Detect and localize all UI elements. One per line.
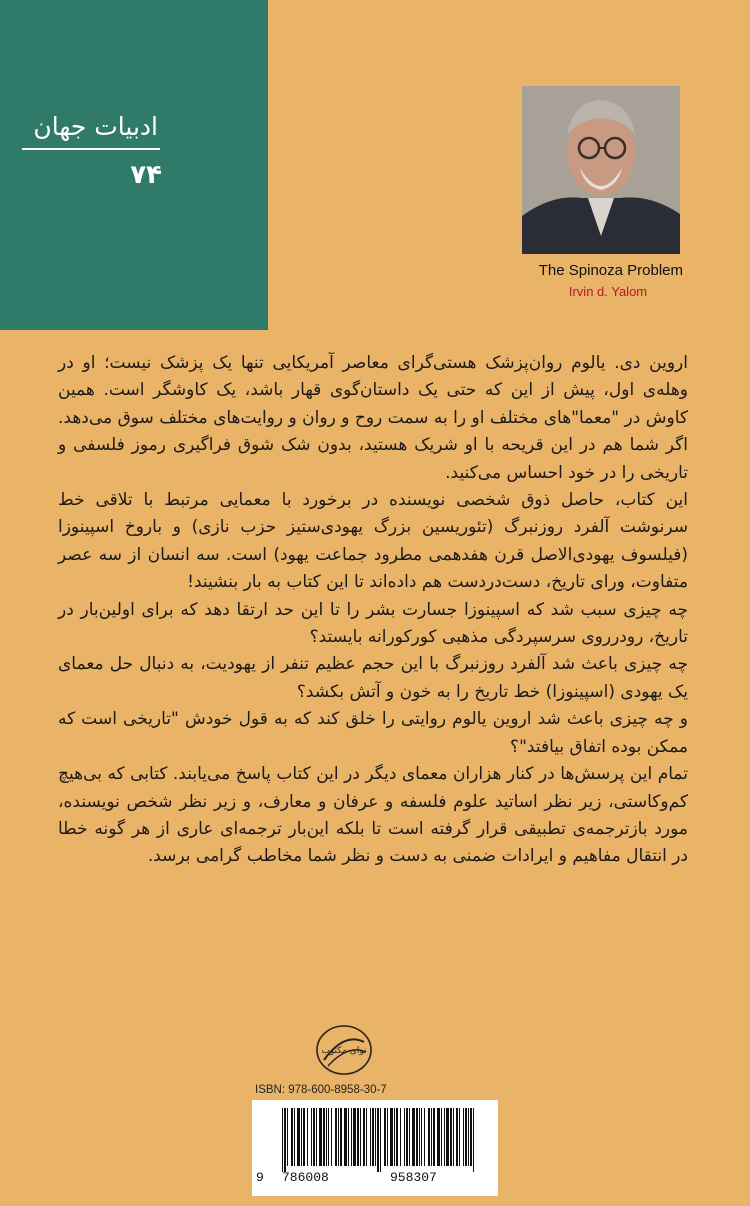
barcode-bar bbox=[366, 1108, 367, 1166]
barcode-bar bbox=[441, 1108, 442, 1166]
barcode-bar bbox=[363, 1108, 365, 1166]
barcode-bar bbox=[311, 1108, 312, 1166]
blurb-paragraph: اروین دی. یالوم روان‌پزشک هستی‌گرای معاصر آمریکایی تنها یک پزشک نیست؛ او در وهله‌ی اول، پیش از این که حتی یک داستان‌گوی قهار باشد، یک کاوشگر است. همین کاوش در "معما"های مختلف او را به سمت روح و روان و روایت‌های مختلف سوق می‌دهد. اگر شما هم در این قریحه با او شریک هستید، بدون شک شوق فراگیری رموز فلسفی و تاریخی را در خود احساس می‌کنید. bbox=[58, 353, 688, 483]
barcode-bar bbox=[357, 1108, 359, 1166]
series-divider bbox=[22, 148, 160, 150]
barcode-bar bbox=[394, 1108, 395, 1166]
barcode-bar bbox=[419, 1108, 420, 1166]
barcode-bar bbox=[372, 1108, 374, 1166]
barcode-bar bbox=[326, 1108, 327, 1166]
barcode-bar bbox=[313, 1108, 315, 1166]
back-cover-blurb bbox=[58, 350, 688, 871]
barcode-bar bbox=[284, 1108, 286, 1172]
barcode-bar bbox=[421, 1108, 422, 1166]
barcode-bar bbox=[297, 1108, 300, 1166]
barcode-bar bbox=[282, 1108, 283, 1172]
blurb-paragraph: تمام این پرسش‌ها در کنار هزاران معمای دیگر در این کتاب پاسخ می‌یابند. کتابی که بی‌هیچ کم‌وکاستی، زیر نظر اساتید علوم فلسفه و عرفان و معارف، و زیر نظر شخص نویسنده، مورد بازترجمه‌ی تطبیقی قرار گرفته است تا بلکه این‌بار ترجمه‌ای عاری از هر گونه خطا در انتقال مفاهیم و ایرادات ضمنی به دست و نظر شما مخاطب گرامی برسد. bbox=[58, 764, 688, 867]
barcode-bar bbox=[409, 1108, 410, 1166]
barcode-bar bbox=[335, 1108, 337, 1166]
book-title-english: The Spinoza Problem bbox=[538, 262, 683, 279]
barcode-bar bbox=[406, 1108, 408, 1166]
blurb-paragraph: این کتاب، حاصل ذوق شخصی نویسنده در برخورد با معمایی مرتبط با تلاقی خط سرنوشت آلفرد روزنبرگ (تئوریسین بزرگ یهودی‌ستیز حزب نازی) و باروخ اسپینوزا (فیلسوف یهودی‌الاصل قرن هفدهمی مطرود جماعت یهود) است. سه انسان از سه عصر متفاوت، ورای تاریخ، دست‌دردست هم داده‌اند تا این کتاب به بار بنشیند! bbox=[58, 490, 688, 593]
barcode-bar bbox=[470, 1108, 472, 1166]
barcode-bar bbox=[351, 1108, 352, 1166]
author-name-english: Irvin d. Yalom bbox=[568, 284, 648, 299]
barcode-left-group: 786008 bbox=[282, 1170, 329, 1185]
barcode-bar bbox=[412, 1108, 415, 1166]
barcode-bar bbox=[338, 1108, 339, 1166]
barcode-bar bbox=[437, 1108, 440, 1166]
series-box bbox=[0, 0, 268, 330]
barcode-bar bbox=[307, 1108, 308, 1166]
barcode-bar bbox=[444, 1108, 445, 1166]
barcode-bar bbox=[463, 1108, 464, 1166]
barcode-first-digit: 9 bbox=[256, 1170, 264, 1185]
isbn-label: ISBN: 978-600-8958-30-7 bbox=[255, 1084, 387, 1096]
barcode-bar bbox=[473, 1108, 474, 1172]
barcode-bar bbox=[450, 1108, 452, 1166]
barcode-bar bbox=[453, 1108, 454, 1166]
barcode-bar bbox=[360, 1108, 361, 1166]
barcode-bar bbox=[348, 1108, 349, 1166]
barcode-bar bbox=[301, 1108, 302, 1166]
barcode-bar bbox=[428, 1108, 430, 1166]
author-photo bbox=[522, 86, 680, 254]
barcode-bar bbox=[424, 1108, 425, 1166]
blurb-paragraph: و چه چیزی باعث شد اروین یالوم روایتی را خلق کند که به قول خودش "تاریخی است که ممکن بوده اتفاق بیافتد"؟ bbox=[58, 709, 688, 757]
barcode-bar bbox=[353, 1108, 356, 1166]
barcode-bar bbox=[316, 1108, 317, 1166]
barcode-bar bbox=[433, 1108, 435, 1166]
blurb-paragraph: چه چیزی سبب شد که اسپینوزا جسارت بشر را تا این حد ارتقا دهد که برای اولین‌بار در تاریخ، رودرروی سرسپردگی مذهبی کورکورانه بایستد؟ bbox=[58, 599, 688, 648]
series-number: ۷۴ bbox=[130, 160, 162, 190]
barcode-bar bbox=[431, 1108, 432, 1166]
barcode-bar bbox=[331, 1108, 332, 1166]
barcode-bar bbox=[446, 1108, 449, 1166]
barcode-bar bbox=[370, 1108, 371, 1166]
barcode-bar bbox=[319, 1108, 322, 1166]
barcode-bar bbox=[291, 1108, 293, 1166]
barcode-bar bbox=[404, 1108, 405, 1166]
barcode bbox=[252, 1100, 498, 1196]
barcode-bars-icon bbox=[264, 1108, 486, 1172]
barcode-bar bbox=[459, 1108, 460, 1166]
barcode-bar bbox=[294, 1108, 295, 1166]
blurb-paragraph: چه چیزی باعث شد آلفرد روزنبرگ با این حجم عظیم تنفر از یهودیت، به دنبال حل معمای یک یهودی (اسپینوزا) خط تاریخ را به خون و آتش بکشد؟ bbox=[58, 654, 688, 702]
publisher-logo bbox=[314, 1022, 374, 1078]
barcode-bar bbox=[390, 1108, 393, 1166]
barcode-bar bbox=[375, 1108, 376, 1166]
barcode-bar bbox=[384, 1108, 386, 1166]
barcode-bar bbox=[380, 1108, 381, 1172]
series-name: ادبیات جهان bbox=[33, 112, 158, 141]
barcode-bar bbox=[340, 1108, 342, 1166]
barcode-bar bbox=[287, 1108, 288, 1166]
barcode-bar bbox=[400, 1108, 401, 1166]
barcode-bar bbox=[377, 1108, 379, 1172]
barcode-bar bbox=[468, 1108, 469, 1166]
barcode-bar bbox=[416, 1108, 418, 1166]
author-portrait-icon bbox=[522, 86, 680, 254]
barcode-bar bbox=[328, 1108, 329, 1166]
barcode-bar bbox=[387, 1108, 388, 1166]
barcode-bar bbox=[396, 1108, 398, 1166]
barcode-bar bbox=[465, 1108, 467, 1166]
barcode-digits bbox=[252, 1170, 498, 1190]
barcode-bar bbox=[303, 1108, 305, 1166]
barcode-bar bbox=[344, 1108, 347, 1166]
barcode-bar bbox=[456, 1108, 458, 1166]
publisher-logo-text: نوای مکتوب bbox=[321, 1046, 367, 1056]
barcode-right-group: 958307 bbox=[390, 1170, 437, 1185]
publisher-logo-icon bbox=[314, 1022, 374, 1078]
barcode-bar bbox=[323, 1108, 325, 1166]
